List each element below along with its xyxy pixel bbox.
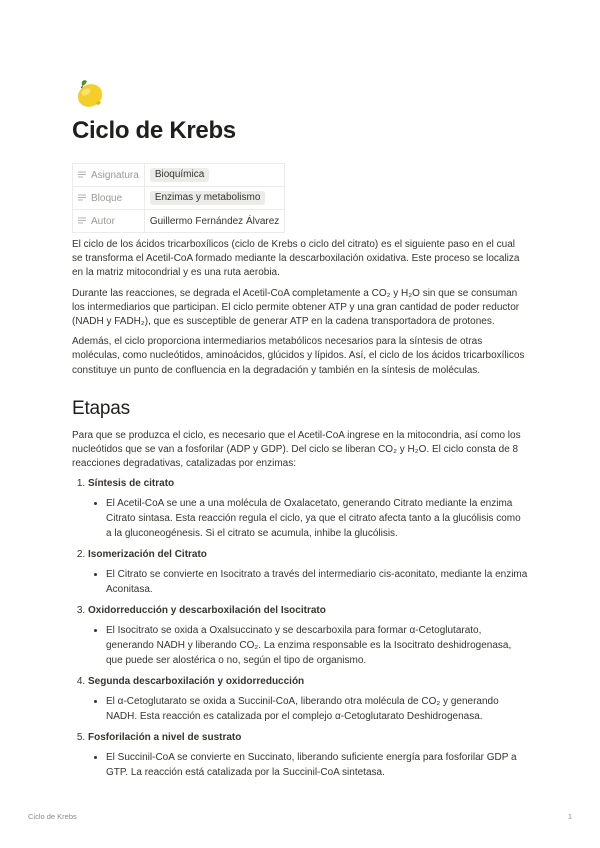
- property-tag[interactable]: Bioquímica: [150, 168, 209, 182]
- step-title: Fosforilación a nivel de sustrato: [88, 732, 242, 744]
- paragraph: Para que se produzca el ciclo, es necesario que el Acetil-CoA ingrese en la mitocondria, así como los nucleótidos que se van a fosforilar (ADP y GDP). Del ciclo se liberan CO₂ y H₂O. El ciclo consta de 8 reacciones degradativas, catalizadas por enzimas:: [72, 429, 521, 470]
- step-detail: • El Citrato se convierte en Isocitrato a través del intermediario cis-aconitato, mediante la enzima Aconitasa.: [106, 568, 528, 597]
- property-tag[interactable]: Enzimas y metabolismo: [150, 191, 266, 205]
- step-title: Segunda descarboxilación y oxidorreducción: [88, 676, 305, 688]
- footer-title: Ciclo de Krebs: [28, 812, 77, 821]
- text-lines-icon: [78, 217, 86, 224]
- property-key: Autor: [91, 215, 115, 227]
- lemon-icon: [72, 76, 106, 110]
- text-lines-icon: [78, 194, 86, 201]
- list-item: [88, 548, 528, 597]
- step-detail: • El Succinil-CoA se convierte en Succinato, liberando suficiente energía para fosforilar GDP a GTP. La reacción está catalizada por la Succinil-CoA sintetasa.: [106, 751, 528, 780]
- step-title: Síntesis de citrato: [88, 478, 175, 490]
- page-number: 1: [567, 812, 572, 821]
- property-row-autor[interactable]: [73, 210, 285, 233]
- step-detail: • El Isocitrato se oxida a Oxalsuccinato y se descarboxila para formar α-Cetoglutarato, generando NADH y liberando CO₂. La enzima responsable es la Isocitrato deshidrogenasa, que puede ser alostérica o no, según el tipo de organismo.: [106, 624, 528, 668]
- stages-list: [72, 477, 528, 780]
- property-key: Asignatura: [91, 169, 139, 181]
- list-item: [88, 477, 528, 541]
- step-title: Isomerización del Citrato: [88, 549, 207, 561]
- section-heading-etapas: Etapas: [72, 397, 130, 419]
- step-detail: • El Acetil-CoA se une a una molécula de Oxalacetato, generando Citrato mediante la enzima Citrato sintasa. Esta reacción regula el ciclo, ya que el citrato afecta tanto a la glucólisis como a la gluconeogénesis. Si el citrato se acumula, inhibe la glucólisis.: [106, 497, 528, 541]
- step-title: Oxidorreducción y descarboxilación del Isocitrato: [88, 605, 326, 617]
- property-row-bloque[interactable]: [73, 187, 285, 210]
- list-item: [88, 675, 528, 724]
- property-value: Guillermo Fernández Álvarez: [144, 210, 285, 233]
- paragraph: Además, el ciclo proporciona intermediarios metabólicos necesarios para la síntesis de otras moléculas, como nucleótidos, aminoácidos, glúcidos y lípidos. Así, el ciclo de los ácidos tricarboxílicos constituye un punto de confluencia en la degradación y también en la síntesis de moléculas.: [72, 336, 525, 376]
- step-detail: • El α-Cetoglutarato se oxida a Succinil-CoA, liberando otra molécula de CO₂ y generando NADH. Esta reacción es catalizada por el complejo α-Cetoglutarato Deshidrogenasa.: [106, 695, 528, 724]
- list-item: [88, 731, 528, 780]
- properties-table: [72, 163, 285, 233]
- paragraph: El ciclo de los ácidos tricarboxílicos (ciclo de Krebs o ciclo del citrato) es el siguiente paso en el cual se transforma el Acetil-CoA formado mediante la descarboxilación oxidativa. Este proceso se localiza en la matriz mitocondrial y es una ruta aerobia.: [72, 239, 520, 279]
- paragraph: Durante las reacciones, se degrada el Acetil-CoA completamente a CO₂ y H₂O sin que se consuman los intermediarios que participan. El ciclo permite obtener ATP y una gran cantidad de poder reductor (NADH y FADH₂), que es susceptible de generar ATP en la cadena transportadora de protones.: [72, 287, 520, 328]
- text-lines-icon: [78, 171, 86, 178]
- property-row-asignatura[interactable]: [73, 164, 285, 187]
- property-key: Bloque: [91, 192, 123, 204]
- page-title: Ciclo de Krebs: [72, 117, 236, 144]
- document-body: [72, 238, 528, 788]
- list-item: [88, 604, 528, 668]
